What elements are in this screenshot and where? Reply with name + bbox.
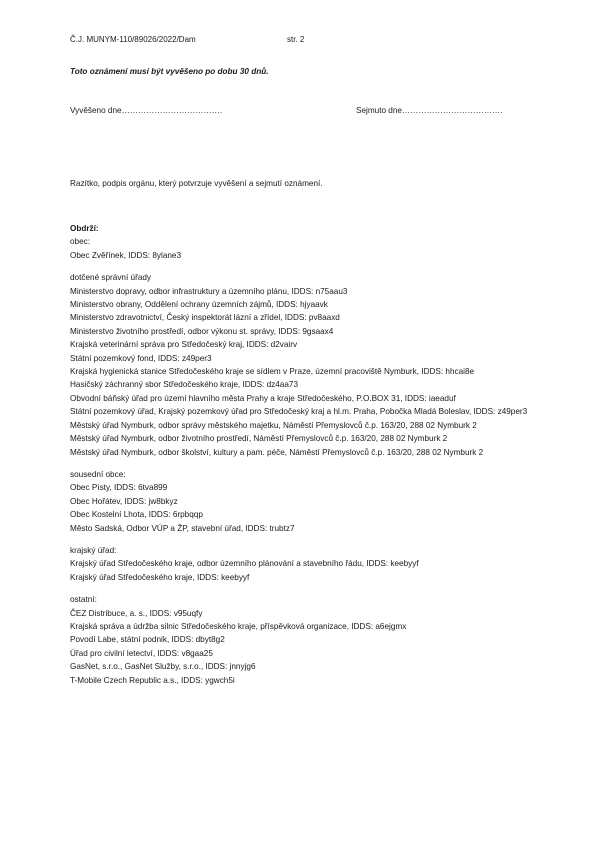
recipient-item: Krajská veterinární správa pro Středočeský kraj, IDDS: d2vairv <box>70 340 298 350</box>
recipient-item: ČEZ Distribuce, a. s., IDDS: v95uqfy <box>70 608 203 618</box>
recipient-groups <box>70 235 540 687</box>
posted-label: Vyvěšeno dne <box>70 106 122 115</box>
recipient-item: Hasičský záchranný sbor Středočeského kraje, IDDS: dz4aa73 <box>70 380 298 390</box>
recipient-item: Krajská správa a údržba silnic Středočeského kraje, příspěvková organizace, IDDS: a6ejgmx <box>70 621 407 631</box>
recipient-item: Obec Hořátev, IDDS: jw8bkyz <box>70 496 178 506</box>
posting-notice: Toto oznámení musí být vyvěšeno po dobu 30 dnů. <box>70 67 269 76</box>
posted-dots: ………………………………. <box>121 106 223 115</box>
recipient-item: Město Sadská, Odbor VÚP a ŽP, stavební úřad, IDDS: trubtz7 <box>70 523 295 533</box>
recipient-item: Obvodní báňský úřad pro území hlavního města Prahy a kraje Středočeského, P.O.BOX 31, IDDS: iaeaduf <box>70 393 456 403</box>
recipient-item: Městský úřad Nymburk, odbor životního prostředí, Náměstí Přemyslovců č.p. 163/20, 288 02 Nymburk 2 <box>70 434 448 444</box>
recipient-group <box>70 593 540 687</box>
recipient-group <box>70 271 540 459</box>
recipient-item: Státní pozemkový fond, IDDS: z49per3 <box>70 353 212 363</box>
recipient-item: GasNet, s.r.o., GasNet Služby, s.r.o., IDDS: jnnyjg6 <box>70 662 256 672</box>
recipient-group-label: obec: <box>70 237 91 247</box>
stamp-instruction: Razítko, podpis orgánu, který potvrzuje vyvěšení a sejmutí oznámení. <box>70 179 323 188</box>
recipient-item: Městský úřad Nymburk, odbor správy městského majetku, Náměstí Přemyslovců č.p. 163/20, 288 02 Nymburk 2 <box>70 420 477 430</box>
recipient-group-label: krajský úřad: <box>70 545 117 555</box>
recipient-item: Ministerstvo životního prostředí, odbor výkonu st. správy, IDDS: 9gsaax4 <box>70 326 334 336</box>
recipients-section <box>70 222 540 687</box>
recipient-item: Krajský úřad Středočeského kraje, odbor územního plánování a stavebního řádu, IDDS: keebyyf <box>70 559 419 569</box>
recipient-item: Státní pozemkový úřad, Krajský pozemkový úřad pro Středočeský kraj a hl.m. Praha, Pobočka Mladá Boleslav, IDDS: z49per3 <box>70 407 528 417</box>
recipient-item: Obec Zvěřínek, IDDS: 8ylane3 <box>70 250 182 260</box>
recipient-item: Ministerstvo zdravotnictví, Český inspektorát lázní a zřídel, IDDS: pv8aaxd <box>70 313 340 323</box>
removed-date-line <box>356 106 503 115</box>
recipient-item: Povodí Labe, státní podnik, IDDS: dbyt8g2 <box>70 635 225 645</box>
removed-dots: ………………………………. <box>401 106 503 115</box>
recipient-item: Krajská hygienická stanice Středočeského kraje se sídlem v Praze, územní pracoviště Nymburk, IDDS: hhcai8e <box>70 367 475 377</box>
recipient-item: Úřad pro civilní letectví, IDDS: v8gaa25 <box>70 648 213 658</box>
recipient-item: Obec Kostelní Lhota, IDDS: 6rpbqqp <box>70 510 203 520</box>
recipients-title: Obdrží: <box>70 224 99 233</box>
recipient-item: Městský úřad Nymburk, odbor školství, kultury a pam. péče, Náměstí Přemyslovců č.p. 163/20, 288 02 Nymburk 2 <box>70 447 484 457</box>
page-number: str. 2 <box>287 35 305 44</box>
recipient-group-label: dotčené správní úřady <box>70 273 152 283</box>
removed-label: Sejmuto dne <box>356 106 402 115</box>
recipient-item: T-Mobile Czech Republic a.s., IDDS: ygwch5i <box>70 675 235 685</box>
recipient-group <box>70 544 540 584</box>
recipient-item: Obec Písty, IDDS: 6tva899 <box>70 483 168 493</box>
recipient-group <box>70 468 540 535</box>
recipient-group <box>70 235 540 262</box>
recipient-group-label: ostatní: <box>70 595 97 605</box>
recipient-group-label: sousední obce: <box>70 469 126 479</box>
posted-date-line <box>70 106 222 115</box>
recipient-item: Ministerstvo dopravy, odbor infrastruktury a územního plánu, IDDS: n75aau3 <box>70 286 348 296</box>
reference-number: Č.J. MUNYM-110/89026/2022/Dam <box>70 35 196 44</box>
recipient-item: Ministerstvo obrany, Oddělení ochrany územních zájmů, IDDS: hjyaavk <box>70 300 328 310</box>
recipient-item: Krajský úřad Středočeského kraje, IDDS: keebyyf <box>70 572 250 582</box>
